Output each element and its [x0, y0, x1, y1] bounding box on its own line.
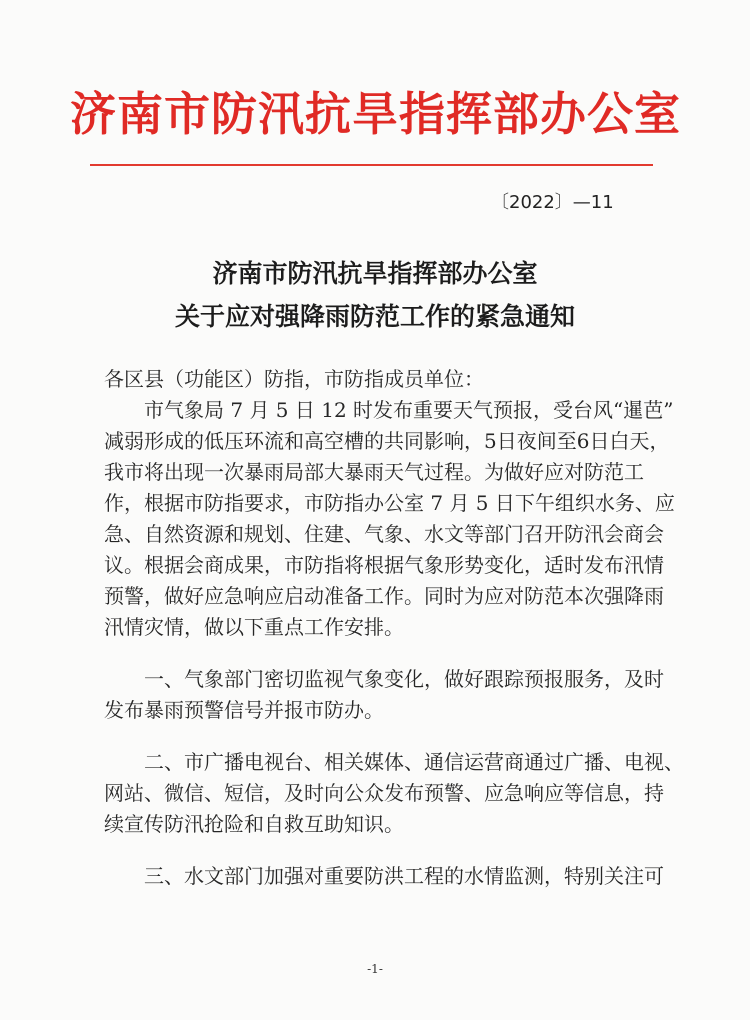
- notice-title: [100, 252, 650, 338]
- document-number: 〔2022〕—11: [491, 192, 614, 213]
- paragraph-line: 减弱形成的低压环流和高空槽的共同影响，5日夜间至6日白天，: [104, 429, 670, 453]
- paragraph-line: 续宣传防汛抢险和自救互助知识。: [104, 812, 404, 836]
- page-number: -1-: [367, 962, 383, 976]
- paragraph-weather-forecast: [104, 395, 675, 643]
- paragraph-line: 发布暴雨预警信号并报市防办。: [104, 698, 384, 722]
- issuing-office-header: 济南市防汛抗旱指挥部办公室: [70, 87, 681, 141]
- paragraph-item-2: [104, 747, 684, 840]
- paragraph-line: 预警，做好应急响应启动准备工作。同时为应对防范本次强降雨: [104, 584, 664, 608]
- paragraph-item-1: [104, 664, 664, 726]
- salutation: 各区县（功能区）防指，市防指成员单位：: [104, 367, 484, 391]
- notice-body: [104, 364, 684, 892]
- paragraph-line: 网站、微信、短信，及时向公众发布预警、应急响应等信息，持: [104, 781, 664, 805]
- paragraph-line: 作，根据市防指要求，市防指办公室 7 月 5 日下午组织水务、应: [104, 491, 675, 515]
- paragraph-line: 议。根据会商成果，市防指将根据气象形势变化，适时发布汛情: [104, 553, 664, 577]
- red-header-rule: [90, 164, 653, 166]
- paragraph-line: 二、市广播电视台、相关媒体、通信运营商通过广播、电视、: [104, 750, 684, 774]
- paragraph-line: 汛情灾情，做以下重点工作安排。: [104, 615, 404, 639]
- paragraph-item-3: [104, 861, 664, 892]
- paragraph-line: 一、气象部门密切监视气象变化，做好跟踪预报服务，及时: [104, 667, 664, 691]
- paragraph-line: 三、水文部门加强对重要防洪工程的水情监测，特别关注可: [104, 864, 664, 888]
- notice-title-line-1: 济南市防汛抗旱指挥部办公室: [212, 259, 538, 288]
- notice-title-line-2: 关于应对强降雨防范工作的紧急通知: [174, 302, 575, 331]
- paragraph-line: 我市将出现一次暴雨局部大暴雨天气过程。为做好应对防范工: [104, 460, 644, 484]
- paragraph-line: 市气象局 7 月 5 日 12 时发布重要天气预报，受台风“暹芭”: [104, 398, 674, 422]
- paragraph-line: 急、自然资源和规划、住建、气象、水文等部门召开防汛会商会: [104, 522, 664, 546]
